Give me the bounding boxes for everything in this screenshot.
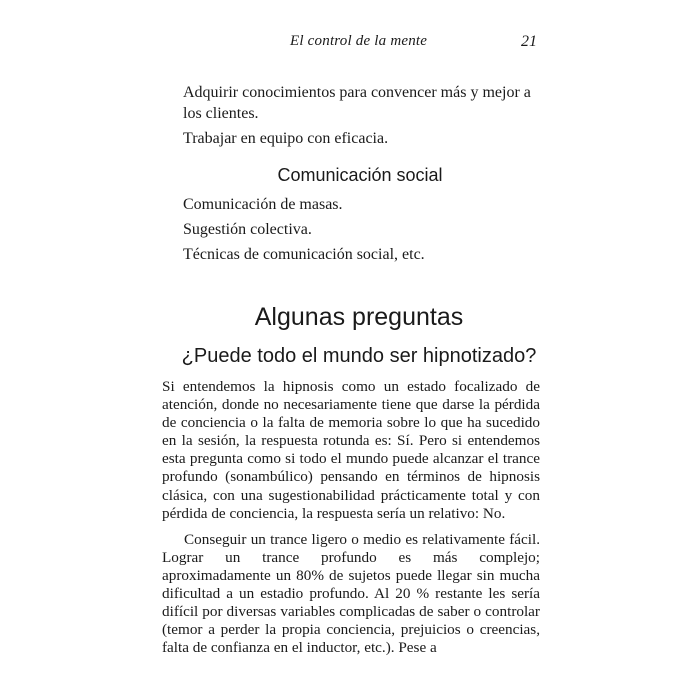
section-title: Algunas preguntas [254,303,464,331]
list-item: Comunicación de masas. [183,196,343,213]
paragraph: Si entendemos la hipnosis como un estado focalizado de atención, donde no necesariamente tiene que darse la pérdida de conciencia o la falta de memoria sobre lo que ha sucedido en la sesión, la respuesta rotunda es: Sí. Pero si entendemos esta pregunta como si todo el mundo puede alcanzar el trance profundo (sonambúlico) pensando en términos de hipnosis clásica, con una sugestionabilidad prácticamente total y con pérdida de conciencia, la respuesta sería un relativo: No. [162,378,540,522]
top-list [183,82,543,153]
subsection-title: Comunicación social [277,165,443,185]
question-heading: ¿Puede todo el mundo ser hipnotizado? [181,345,537,367]
subsection-list [183,194,543,269]
running-header: El control de la mente [290,33,428,49]
list-item: Técnicas de comunicación social, etc. [183,246,425,263]
list-item: Adquirir conocimientos para convencer más y mejor a los clientes. [183,84,531,122]
list-item: Trabajar en equipo con eficacia. [183,130,389,147]
page-number: 21 [521,33,537,50]
paragraph: Conseguir un trance ligero o medio es relativamente fácil. Lograr un trance profundo es más complejo; aproximadamente un 80% de sujetos puede llegar sin mucha dificultad a un estadio profundo. Al 20 % restante les sería difícil por diversas variables complicadas de saber o controlar (temor a perder la propia conciencia, prejuicios o creencias, falta de confianza en el inductor, etc.). Pese a [162,530,540,657]
body-text [162,378,540,665]
list-item: Sugestión colectiva. [183,221,312,238]
